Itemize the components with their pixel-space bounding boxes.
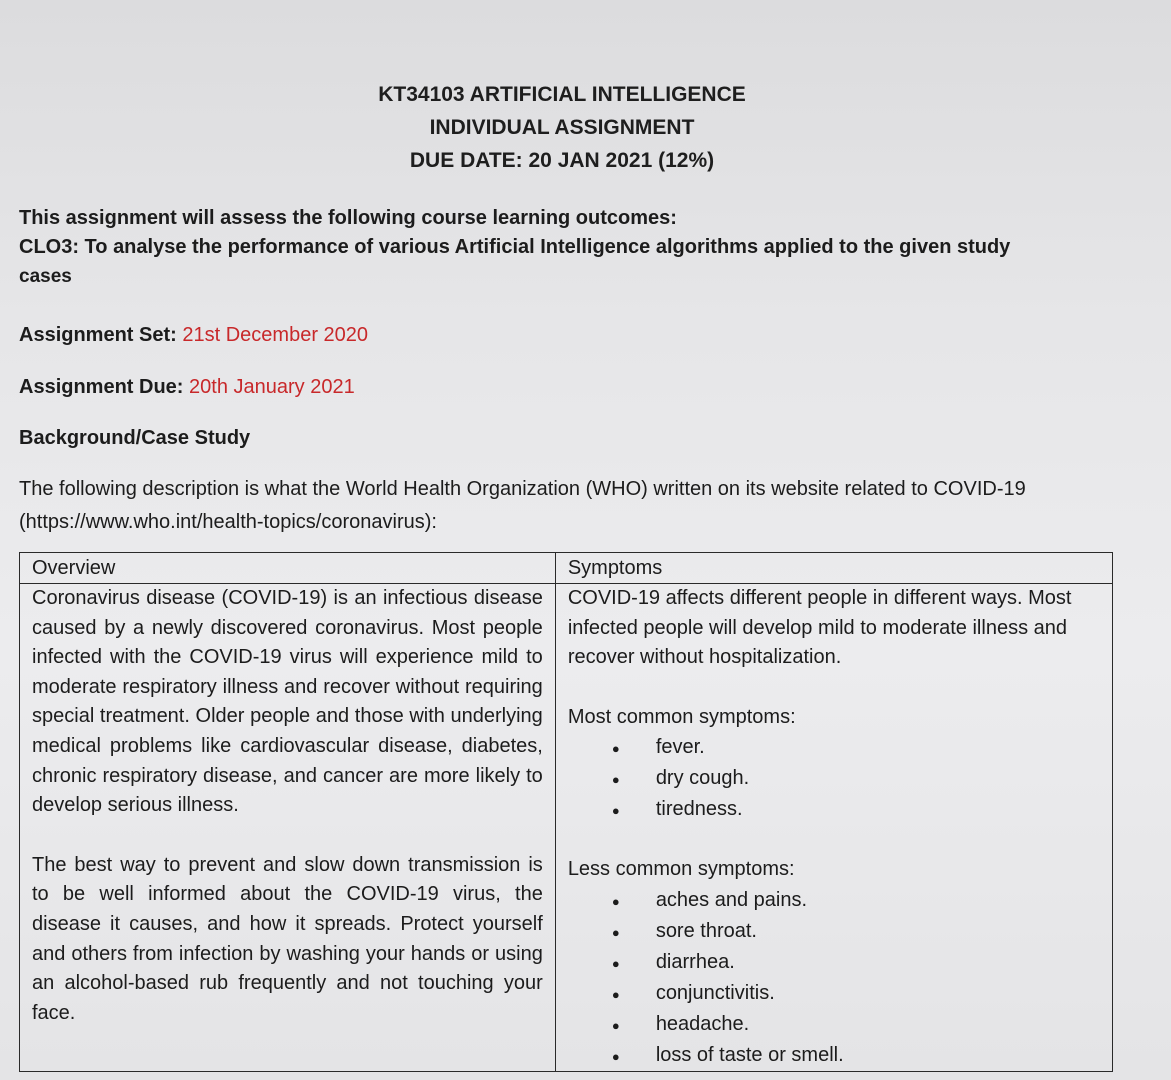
due-date-heading: DUE DATE: 20 JAN 2021 (12%) [409,149,715,172]
less-common-heading: Less common symptoms: [567,858,795,881]
case-description: The following description is what the World Health Organization (WHO) written on its website related to COVID-19 (https://www.who.int/health-topics/coronavirus): [19,478,1026,533]
clo3-text: CLO3: To analyse the performance of various Artificial Intelligence algorithms applied to the given study [19,236,1011,258]
background-heading: Background/Case Study [19,427,251,449]
assignment-set-label: Assignment Set: [19,324,177,346]
symptoms-cell [555,584,1112,1072]
list-item: ● dry cough. [568,763,1100,794]
list-item: ● sore throat. [568,916,1100,947]
case-study-table [19,552,1113,1072]
document-header [0,78,1124,177]
less-common-list [568,885,1100,1071]
overview-cell [20,584,556,1072]
symptoms-header: Symptoms [555,553,1112,584]
assignment-due-date: 20th January 2021 [189,376,355,398]
clo3-text-tail: cases [19,266,72,287]
list-item: ● diarrhea. [568,947,1100,978]
outcomes-intro: This assignment will assess the following course learning outcomes: [19,207,677,229]
learning-outcomes [19,204,1099,291]
most-common-heading: Most common symptoms: [567,705,796,728]
symptoms-intro: COVID-19 affects different people in different ways. Most infected people will develop mild to moderate illness and recover without hospitalization. [567,587,1072,669]
list-item: ● aches and pains. [568,885,1100,916]
table-header-row [20,553,1113,584]
assignment-due-line [19,373,355,402]
list-item: ● fever. [568,732,1100,763]
list-item: ● tiredness. [568,794,1100,825]
most-common-list [568,732,1100,825]
assignment-due-label: Assignment Due: [19,376,184,398]
list-item: ● loss of taste or smell. [568,1040,1100,1071]
assignment-set-date: 21st December 2020 [182,324,369,346]
assignment-type: INDIVIDUAL ASSIGNMENT [429,116,695,139]
overview-paragraph-1: Coronavirus disease (COVID-19) is an infectious disease caused by a newly discovered coronavirus. Most people infected with the COVID-19 virus will experience mild to moderate respiratory illness and recover without requiring special treatment. Older people and those with underlying medical problems like cardiovascular disease, diabetes, chronic respiratory disease, and cancer are more likely to develop serious illness. [32,587,543,817]
overview-paragraph-2: The best way to prevent and slow down transmission is to be well informed about the COVID-19 virus, the disease it causes, and how it spreads. Protect yourself and others from infection by washing your hands or using an alcohol-based rub frequently and not touching your face. [32,853,543,1024]
list-item: ● headache. [568,1009,1100,1040]
assignment-set-line [19,321,368,350]
overview-header: Overview [20,553,556,584]
list-item: ● conjunctivitis. [568,978,1100,1009]
table-body-row [20,584,1113,1072]
course-title: KT34103 ARTIFICIAL INTELLIGENCE [378,83,746,106]
